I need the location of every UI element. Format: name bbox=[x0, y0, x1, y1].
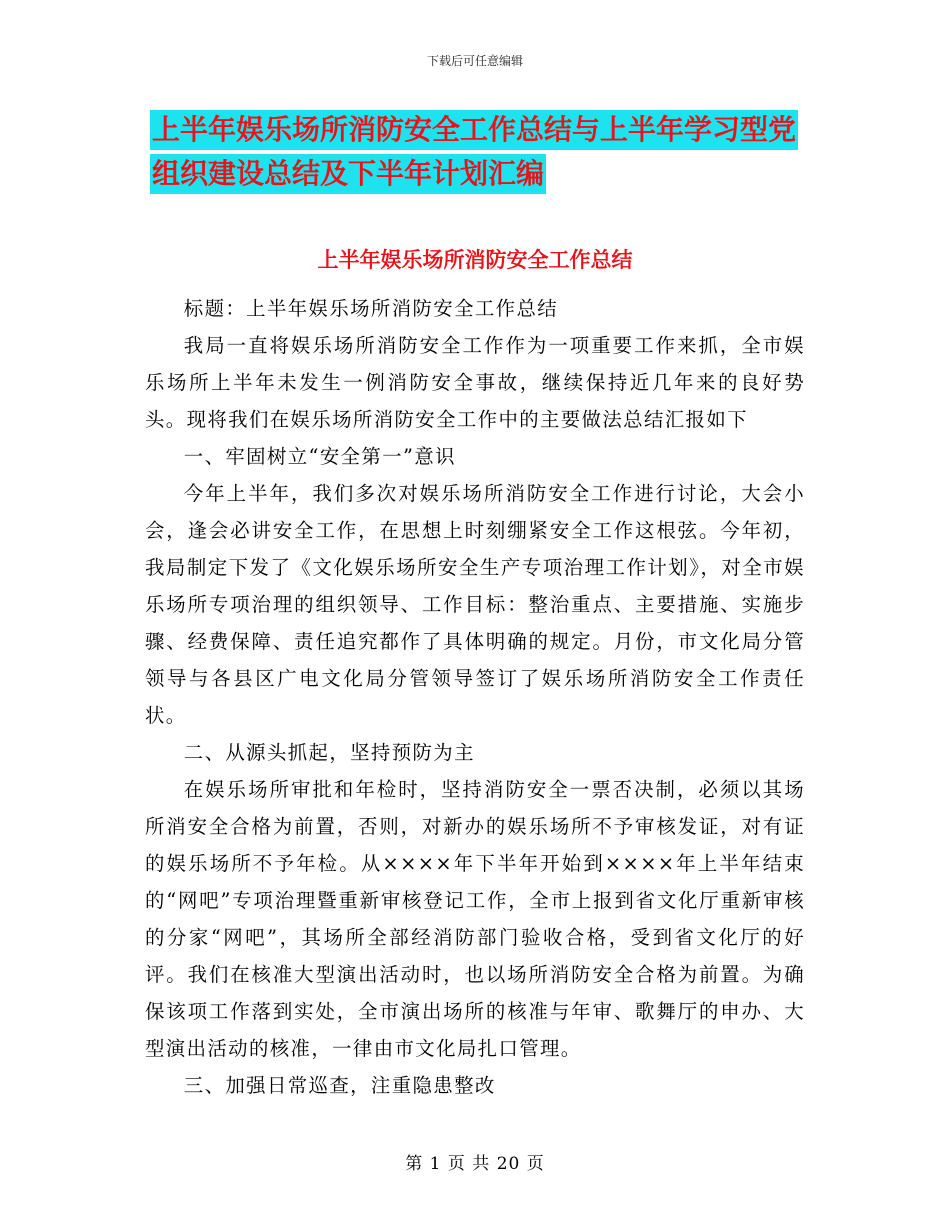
heading-section-1: 一、牢固树立“安全第一”意识 bbox=[183, 445, 456, 468]
heading-section-3: 三、加强日常巡查，注重隐患整改 bbox=[183, 1074, 496, 1097]
document-title-line-2-text: 组织建设总结及下半年计划汇编 bbox=[150, 154, 546, 194]
page-number: 第 1 页 共 20 页 bbox=[405, 1154, 545, 1174]
paragraph-section-1: 今年上半年，我们多次对娱乐场所消防安全工作进行讨论，大会小会，逢会必讲安全工作，在思想上时刻绷紧安全工作这根弦。今年初，我局制定下发了《文化娱乐场所安全生产专项治理工作计划》，对全市娱乐场所专项治理的组织领导、工作目标：整治重点、主要措施、实施步骤、经费保障、责任追究都作了具体明确的规定。月份，市文化局分管领导与各县区广电文化局分管领导签订了娱乐场所消防安全工作责任状。 bbox=[145, 482, 805, 727]
heading-section-2: 二、从源头抓起，坚持预防为主 bbox=[183, 741, 475, 764]
document-title-line-1-text: 上半年娱乐场所消防安全工作总结与上半年学习型党 bbox=[150, 110, 798, 150]
paragraph-section-2: 在娱乐场所审批和年检时，坚持消防安全一票否决制，必须以其场所消安全合格为前置，否则，对新办的娱乐场所不予审核发证，对有证的娱乐场所不予年检。从××××年下半年开始到××××年上半年结束的“网吧”专项治理暨重新审核登记工作，全市上报到省文化厅重新审核的分家“网吧”，其场所全部经消防部门验收合格，受到省文化厅的好评。我们在核准大型演出活动时，也以场所消防安全合格为前置。为确保该项工作落到实处，全市演出场所的核准与年审、歌舞厅的申办、大型演出活动的核准，一律由市文化局扎口管理。 bbox=[145, 778, 805, 1060]
document-title-line-1 bbox=[150, 110, 810, 150]
section-title: 上半年娱乐场所消防安全工作总结 bbox=[317, 248, 633, 272]
header-note: 下载后可任意编辑 bbox=[426, 54, 523, 68]
document-title-line-2 bbox=[150, 154, 810, 194]
paragraph-title-line: 标题：上半年娱乐场所消防安全工作总结 bbox=[183, 297, 559, 320]
document-body bbox=[145, 290, 805, 1104]
paragraph-intro: 我局一直将娱乐场所消防安全工作作为一项重要工作来抓，全市娱乐场所上半年未发生一例消防安全事故，继续保持近几年来的良好势头。现将我们在娱乐场所消防安全工作中的主要做法总结汇报如下 bbox=[145, 334, 805, 431]
